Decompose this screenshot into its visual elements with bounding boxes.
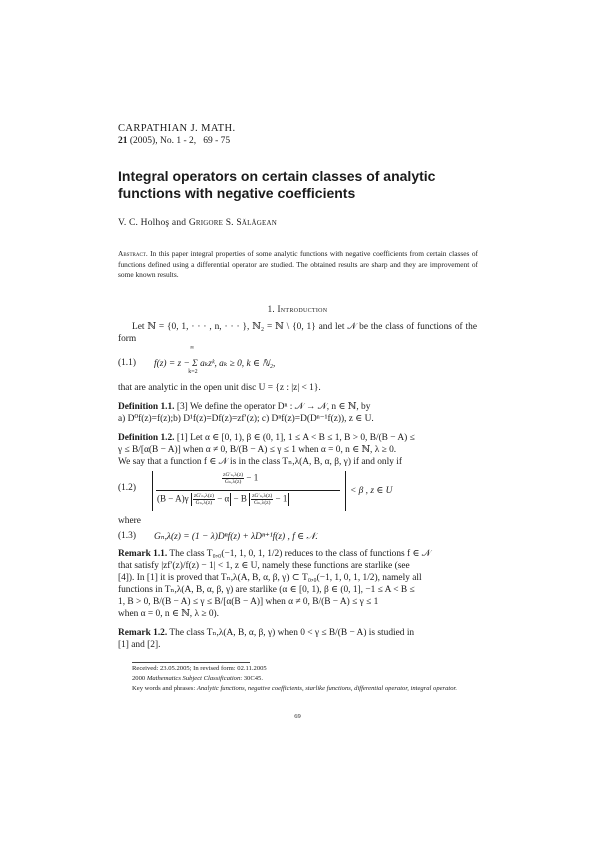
eq12-den-frac1-top: zG′ₙ,λ(z) xyxy=(193,493,214,499)
eq12-numerator xyxy=(222,472,258,485)
eq12-num-bot: Gₙ,λ(z) xyxy=(224,479,242,485)
remark-1-1-line5: 1, B > 0, B/(B − A) ≤ γ ≤ B/[α(B − A)] when α ≠ 0, B/(B − A) ≤ γ ≤ 1 xyxy=(118,597,379,607)
sum-upper-limit: ∞ xyxy=(189,345,195,351)
equation-1-1 xyxy=(154,358,275,369)
eq12-denominator xyxy=(157,493,289,506)
remark-1-2-line2: [1] and [2]. xyxy=(118,640,161,650)
definition-1-2-line1: [1] Let α ∈ [0, 1), β ∈ (0, 1], 1 ≤ A < B ≤ 1, B > 0, B/(B − A) ≤ xyxy=(176,433,415,443)
where-text: where xyxy=(118,516,141,526)
journal-name: CARPATHIAN J. MATH. xyxy=(118,123,236,134)
eq12-den-a: (B − A)γ xyxy=(157,493,189,504)
author-conjunction: and xyxy=(171,218,187,228)
definition-1-2-line2: γ ≤ B/[α(B − A)] when α ≠ 0, B/(B − A) ≤ γ ≤ 1 when α = 0, n ∈ ℕ, λ ≥ 0. xyxy=(118,445,397,455)
issue-info: (2005), No. 1 - 2, xyxy=(129,136,197,146)
remark-1-1 xyxy=(118,548,477,620)
section-title: Introduction xyxy=(277,304,328,314)
author-1: V. C. Holhoş xyxy=(118,218,170,228)
eq12-den-d: − 1 xyxy=(275,493,288,504)
remark-1-1-line3: [4]). In [1] it is proved that Tₙ,λ(A, B, α, β, γ) ⊂ T₀,₀(−1, 1, 0, 1, 1/2), namely all xyxy=(118,573,422,583)
authors xyxy=(118,218,277,228)
abstract-label: Abstract. xyxy=(118,249,148,258)
equation-1-3-text: Gₙ,λ(z) = (1 − λ)Dⁿf(z) + λDⁿ⁺¹f(z) , f ∈ 𝒩. xyxy=(154,532,318,542)
definition-1-2-label: Definition 1.2. xyxy=(118,433,175,443)
journal-header xyxy=(118,122,235,148)
paragraph-1: Let ℕ = {0, 1, · · · , n, · · · }, ℕ₂ = ℕ \ {0, 1} and let 𝒩 be the class of functions of the form xyxy=(118,322,477,344)
eq12-den-b: − α xyxy=(217,493,230,504)
eq12-den-c: − B xyxy=(233,493,247,504)
remark-1-2-line1: The class Tₙ,λ(A, B, α, β, γ) when 0 < γ ≤ B/(B − A) is studied in xyxy=(169,628,415,638)
definition-1-1-line1: [3] We define the operator Dⁿ : 𝒩 → 𝒩, n ∈ ℕ, by xyxy=(176,402,371,412)
remark-1-1-line6: when α = 0, n ∈ ℕ, λ ≥ 0). xyxy=(118,609,220,619)
eq12-num-top: zG′ₙ,λ(z) xyxy=(223,472,244,478)
eq12-den-frac2-bot: Gₙ,λ(z) xyxy=(253,500,271,506)
eq12-den-bracket-2 xyxy=(249,493,289,506)
author-2: Grigore S. Sălăgean xyxy=(188,218,278,228)
eq12-den-frac1-bot: Gₙ,λ(z) xyxy=(195,500,213,506)
abstract xyxy=(118,249,478,281)
page-range: 69 - 75 xyxy=(203,136,231,146)
eq12-den-frac2-top: zG′ₙ,λ(z) xyxy=(252,493,273,499)
remark-1-1-label: Remark 1.1. xyxy=(118,549,168,559)
definition-1-1 xyxy=(118,401,477,425)
remark-1-2-label: Remark 1.2. xyxy=(118,628,168,638)
eq12-num-minus-one: − 1 xyxy=(246,472,259,483)
remark-1-1-line1: The class T₀,₀(−1, 1, 0, 1, 1/2) reduces to the class of functions f ∈ 𝒩 xyxy=(169,549,431,559)
msc-year: 2000 xyxy=(132,675,146,682)
equation-1-1-text: f(z) = z − Σ aₖzᵏ, aₖ ≥ 0, k ∈ ℕ₂, xyxy=(154,359,276,369)
equation-1-1-number: (1.1) xyxy=(118,358,136,368)
footnote-received: Received: 23.05.2005; In revised form: 02.11.2005 xyxy=(132,665,267,672)
eq12-den-frac-2 xyxy=(251,493,273,506)
msc-code: : 30C45. xyxy=(240,675,263,682)
section-number: 1. xyxy=(267,304,275,314)
definition-1-1-label: Definition 1.1. xyxy=(118,402,175,412)
sum-lower-limit: k=2 xyxy=(188,369,198,375)
eq12-main-fraction-bar xyxy=(156,490,340,491)
equation-1-2 xyxy=(152,471,344,511)
msc-label: Mathematics Subject Classification xyxy=(146,675,241,682)
footnote-msc xyxy=(132,674,477,683)
definition-1-2 xyxy=(118,432,477,468)
section-heading xyxy=(0,304,595,314)
eq12-tail-text: < β , z ∈ U xyxy=(350,486,393,496)
title-line-2: functions with negative coefficients xyxy=(118,185,356,201)
title-line-1: Integral operators on certain classes of analytic xyxy=(118,168,436,184)
remark-1-2 xyxy=(118,627,477,651)
equation-1-3 xyxy=(154,531,318,542)
paper-title xyxy=(118,168,498,202)
eq12-den-bracket-1 xyxy=(191,493,231,506)
footnote-rule xyxy=(132,662,250,663)
paragraph-2: that are analytic in the open unit disc U = {z : |z| < 1}. xyxy=(118,383,321,393)
equation-1-3-number: (1.3) xyxy=(118,531,136,541)
page-number: 69 xyxy=(294,713,301,720)
keywords-label: Key words and phrases: xyxy=(132,685,196,692)
eq12-den-frac-1 xyxy=(193,493,215,506)
definition-1-1-line2: a) D⁰f(z)=f(z);b) D¹f(z)=Df(z)=zf′(z); c) Dⁿf(z)=D(Dⁿ⁻¹f(z)), z ∈ U. xyxy=(118,414,374,424)
journal-issue xyxy=(118,135,235,148)
definition-1-2-line3: We say that a function f ∈ 𝒩 is in the class Tₙ,λ(A, B, α, β, γ) if and only if xyxy=(118,457,402,467)
volume-number: 21 xyxy=(118,136,128,146)
eq12-tail xyxy=(350,485,392,496)
equation-1-2-number: (1.2) xyxy=(118,483,136,493)
abstract-text: In this paper integral properties of some analytic functions with negative coefficients from certain classes of functions defined using a differential operator are studied. The obtained results are sharp and they are improvement of some known results. xyxy=(118,249,478,280)
keywords-text: Analytic functions, negative coefficients, starlike functions, differential operator, integral operator. xyxy=(196,685,458,692)
eq12-num-fraction xyxy=(222,472,244,485)
remark-1-1-line2: that satisfy |zf′(z)/f(z) − 1| < 1, z ∈ U, namely these functions are starlike (see xyxy=(118,561,410,571)
footnote-keywords xyxy=(132,684,477,693)
remark-1-1-line4: functions in Tₙ,λ(A, B, α, β, γ) are starlike (α ∈ [0, 1), β ∈ (0, 1], −1 ≤ A < B ≤ xyxy=(118,585,415,595)
